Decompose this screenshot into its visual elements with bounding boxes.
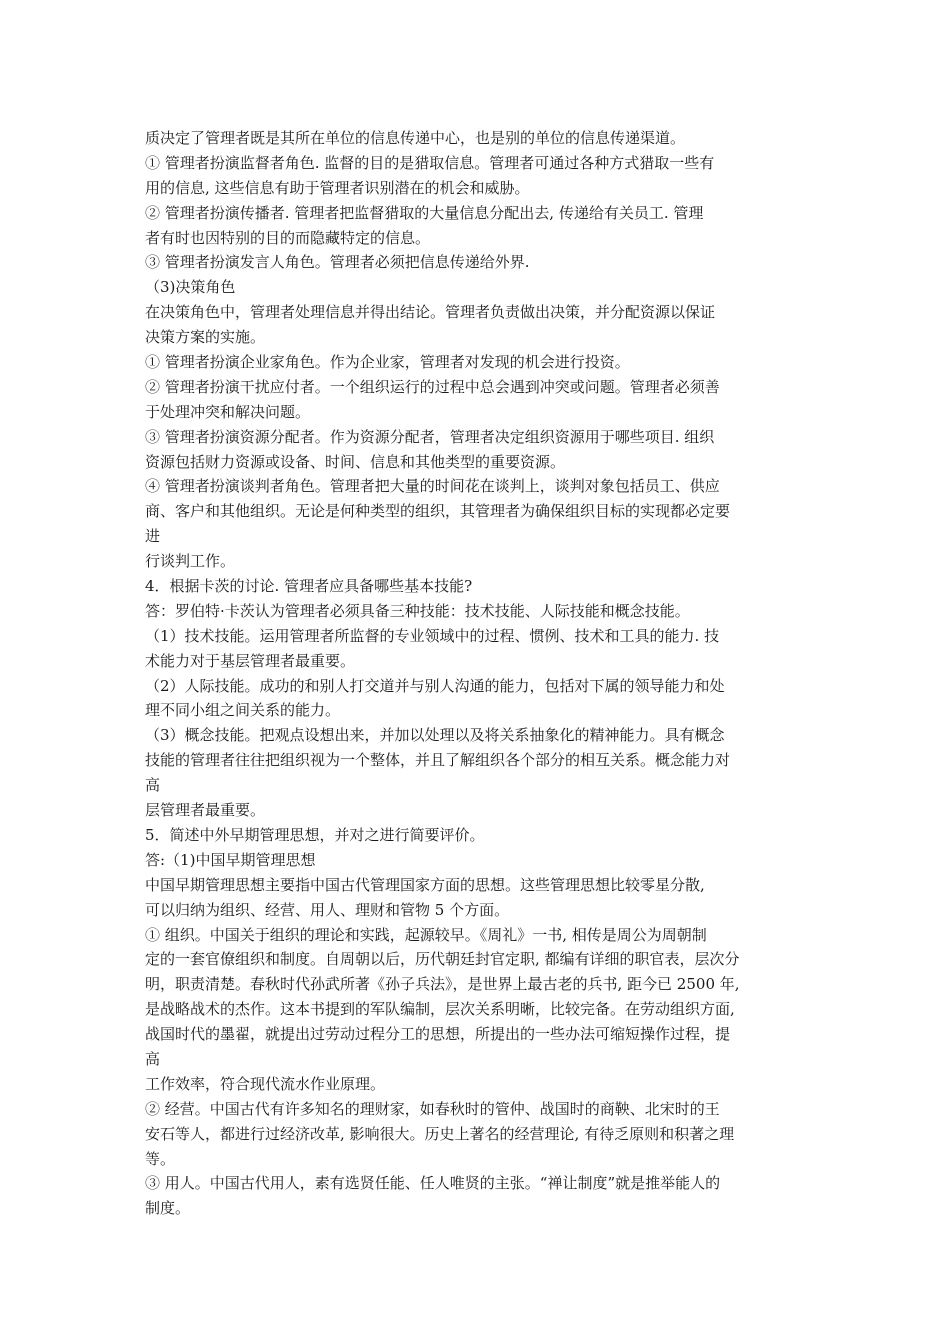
text-line: 明，职责清楚。春秋时代孙武所著《孙子兵法》，是世界上最古老的兵书, 距今已 2500 年, <box>145 975 740 994</box>
document-body <box>145 126 815 1221</box>
text-line: （2）人际技能。成功的和别人打交道并与别人沟通的能力，包括对下属的领导能力和处 <box>145 676 725 695</box>
text-line: 是战略战术的杰作。这本书提到的军队编制，层次关系明晰，比较完备。在劳动组织方面, <box>145 1000 735 1019</box>
text-line: 决策方案的实施。 <box>145 328 266 347</box>
question-heading: 4．根据卡茨的讨论. 管理者应具备哪些基本技能? <box>145 577 473 596</box>
text-line: 高 <box>145 1049 161 1068</box>
text-line: ③ 管理者扮演发言人角色。管理者必须把信息传递给外界. <box>145 253 530 272</box>
text-line: 技能的管理者往往把组织视为一个整体，并且了解组织各个部分的相互关系。概念能力对 <box>145 751 731 770</box>
text-line: ③ 管理者扮演资源分配者。作为资源分配者，管理者决定组织资源用于哪些项目. 组织 <box>145 427 715 446</box>
text-line: 质决定了管理者既是其所在单位的信息传递中心，也是别的单位的信息传递渠道。 <box>145 129 686 147</box>
text-line: 制度。 <box>145 1199 191 1218</box>
text-line: 用的信息, 这些信息有助于管理者识别潜在的机会和威胁。 <box>145 178 530 197</box>
text-line: 定的一套官僚组织和制度。自周朝以后，历代朝廷封官定职, 都编有详细的职官表，层次分 <box>145 950 740 969</box>
text-line: 可以归纳为组织、经营、用人、理财和管物 5 个方面。 <box>145 900 510 919</box>
text-line: 术能力对于基层管理者最重要。 <box>145 651 356 670</box>
text-line: 行谈判工作。 <box>145 552 236 571</box>
text-line: （3）概念技能。把观点设想出来，并加以处理以及将关系抽象化的精神能力。具有概念 <box>145 726 725 745</box>
text-line: ① 管理者扮演监督者角色. 监督的目的是猎取信息。管理者可通过各种方式猎取一些有 <box>145 153 715 172</box>
text-line: 等。 <box>145 1149 176 1168</box>
section-heading: 答:（1)中国早期管理思想 <box>145 850 316 869</box>
text-line: 工作效率，符合现代流水作业原理。 <box>145 1074 386 1093</box>
text-line: 安石等人，都进行过经济改革, 影响很大。历史上著名的经营理论, 有待乏原则和积著之理 <box>145 1124 735 1143</box>
text-line: ① 管理者扮演企业家角色。作为企业家，管理者对发现的机会进行投资。 <box>145 353 630 372</box>
text-line: 商、客户和其他组织。无论是何种类型的组织，其管理者为确保组织目标的实现都必定要 <box>145 502 731 521</box>
text-line: 资源包括财力资源或设备、时间、信息和其他类型的重要资源。 <box>145 452 566 471</box>
text-line: 于处理冲突和解决问题。 <box>145 402 311 421</box>
text-line: 高 <box>145 776 161 795</box>
text-line: 战国时代的墨翟，就提出过劳动过程分工的思想，所提出的一些办法可缩短操作过程，提 <box>145 1025 731 1044</box>
text-line: ① 组织。中国关于组织的理论和实践，起源较早。《周礼》一书, 相传是周公为周朝制 <box>145 925 707 944</box>
text-line: （1）技术技能。运用管理者所监督的专业领域中的过程、惯例、技术和工具的能力. 技 <box>145 626 720 645</box>
text-line: 在决策角色中，管理者处理信息并得出结论。管理者负责做出决策，并分配资源以保证 <box>145 303 716 322</box>
text-line: ② 管理者扮演传播者. 管理者把监督猎取的大量信息分配出去, 传递给有关员工. 管理 <box>145 203 704 222</box>
text-line: 进 <box>145 527 161 546</box>
text-line: 理不同小组之间关系的能力。 <box>145 701 341 720</box>
text-line: ③ 用人。中国古代用人，素有选贤任能、任人唯贤的主张。“禅让制度”就是推举能人的 <box>145 1174 721 1193</box>
section-heading: （3)决策角色 <box>145 278 236 297</box>
question-heading: 5．简述中外早期管理思想，并对之进行简要评价。 <box>145 825 485 844</box>
text-line: ④ 管理者扮演谈判者角色。管理者把大量的时间花在谈判上，谈判对象包括员工、供应 <box>145 477 720 496</box>
text-line: 者有时也因特别的目的而隐藏特定的信息。 <box>145 228 431 247</box>
text-line: 答：罗伯特·卡茨认为管理者必须具备三种技能：技术技能、人际技能和概念技能。 <box>145 601 690 620</box>
text-line: 中国早期管理思想主要指中国古代管理国家方面的思想。这些管理思想比较零星分散, <box>145 875 705 894</box>
text-line: ② 管理者扮演干扰应付者。一个组织运行的过程中总会遇到冲突或问题。管理者必须善 <box>145 377 720 396</box>
text-line: ② 经营。中国古代有许多知名的理财家，如春秋时的管仲、战国时的商鞅、北宋时的王 <box>145 1099 720 1118</box>
text-line: 层管理者最重要。 <box>145 801 266 820</box>
